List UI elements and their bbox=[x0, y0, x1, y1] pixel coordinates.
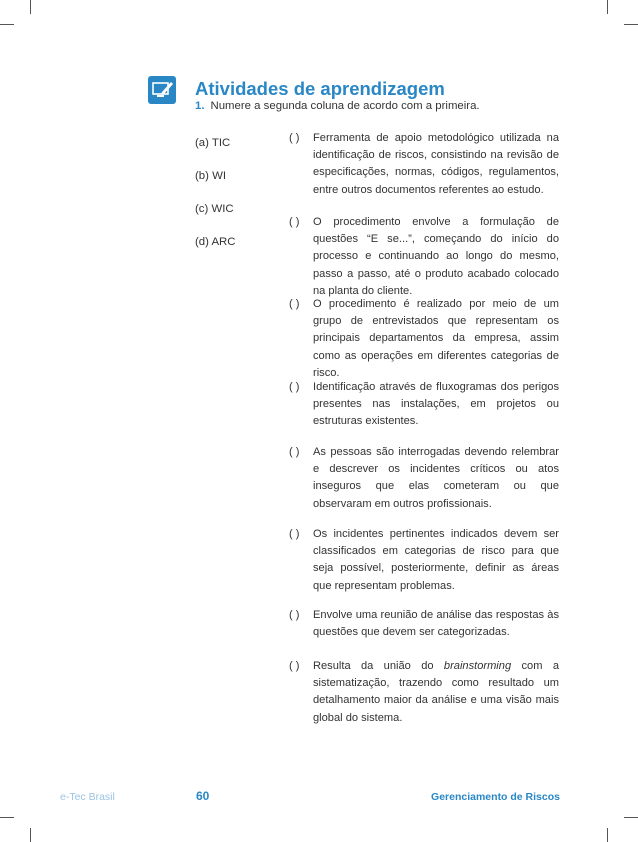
list-item bbox=[289, 444, 559, 513]
item-text: Os incidentes pertinentes indicados devem ser classificados em categorias de risco para que seja possível, posteriormente, definir as áreas que representam problemas. bbox=[313, 528, 559, 592]
question-number: 1. bbox=[195, 100, 205, 112]
list-item bbox=[289, 130, 559, 199]
crop-mark bbox=[624, 817, 638, 818]
list-item bbox=[289, 658, 559, 727]
list-item bbox=[289, 296, 559, 382]
item-text: Identificação através de fluxogramas dos perigos presentes nas instalações, em projetos ou estruturas existentes. bbox=[313, 381, 559, 428]
crop-mark bbox=[607, 828, 608, 842]
item-text: O procedimento envolve a formulação de questões “E se...”, começando do início do processo e continuando ao longo do mesmo, passo a passo, até o produto acabado colocado na planta do cliente. bbox=[313, 216, 559, 297]
item-text: Ferramenta de apoio metodológico utilizada na identificação de riscos, consistindo na revisão de especificações, normas, códigos, regulamentos, entre outros documentos referentes ao estudo. bbox=[313, 132, 559, 196]
list-item bbox=[289, 379, 559, 431]
crop-mark bbox=[624, 24, 638, 25]
answer-blank: ( ) bbox=[289, 660, 300, 672]
list-item bbox=[289, 526, 559, 595]
crop-mark bbox=[0, 817, 14, 818]
question-instruction bbox=[195, 100, 480, 112]
item-text-italic: brainstorming bbox=[443, 660, 512, 672]
list-item bbox=[289, 214, 559, 300]
answer-blank: ( ) bbox=[289, 132, 300, 144]
left-option: (a) TIC bbox=[195, 137, 231, 149]
item-text: As pessoas são interrogadas devendo relembrar e descrever os incidentes críticos ou atos inseguros que elas cometeram ou que observaram em outros profissionais. bbox=[313, 446, 559, 510]
crop-mark bbox=[30, 0, 31, 14]
item-text-end: com a sistematização, trazendo como resultado um detalhamento maior da análise e uma visão mais global do sistema. bbox=[313, 660, 559, 724]
left-option: (b) WI bbox=[195, 170, 227, 182]
crop-mark bbox=[30, 828, 31, 842]
answer-blank: ( ) bbox=[289, 216, 300, 228]
pencil-screen-icon bbox=[148, 76, 176, 104]
crop-mark bbox=[607, 0, 608, 14]
list-item bbox=[289, 607, 559, 641]
page-number: 60 bbox=[196, 789, 210, 803]
item-text-start: Resulta da união do bbox=[313, 660, 444, 672]
footer-course-title: Gerenciamento de Riscos bbox=[431, 791, 560, 803]
answer-blank: ( ) bbox=[289, 381, 300, 393]
item-text bbox=[313, 658, 559, 727]
page-title: Atividades de aprendizagem bbox=[195, 78, 445, 99]
left-option: (c) WIC bbox=[195, 203, 234, 215]
crop-mark bbox=[0, 24, 14, 25]
answer-blank: ( ) bbox=[289, 609, 300, 621]
answer-blank: ( ) bbox=[289, 446, 300, 458]
footer-brand: e-Tec Brasil bbox=[60, 791, 115, 803]
left-option: (d) ARC bbox=[195, 236, 236, 248]
answer-blank: ( ) bbox=[289, 528, 300, 540]
item-text: O procedimento é realizado por meio de um grupo de entrevistados que representam os principais departamentos da empresa, assim como as operações em diferentes categorias de risco. bbox=[313, 298, 559, 379]
item-text: Envolve uma reunião de análise das respostas às questões que devem ser categorizadas. bbox=[313, 609, 559, 639]
question-text: Numere a segunda coluna de acordo com a primeira. bbox=[210, 100, 480, 112]
answer-blank: ( ) bbox=[289, 298, 300, 310]
